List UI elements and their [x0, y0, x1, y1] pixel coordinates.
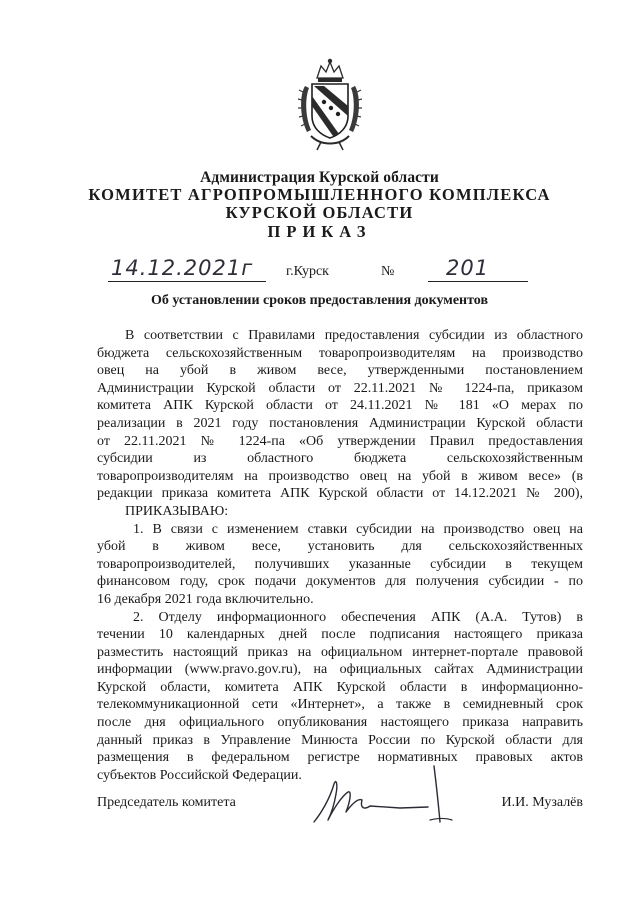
body-line: Администрации Курской области от 22.11.2021 № 1224-па, приказом: [97, 380, 583, 396]
body-line: финансовом году, срок подачи документов для получения субсидии - по: [97, 574, 583, 590]
order-heading: ПРИКАЗ: [267, 222, 372, 241]
body-line: 16 декабря 2021 года включительно.: [97, 591, 314, 607]
committee-heading: КОМИТЕТ АГРОПРОМЫШЛЕННОГО КОМПЛЕКСА: [88, 185, 551, 204]
signatory-name: И.И. Музалёв: [501, 795, 583, 810]
body-line: 2. Отделу информационного обеспечения АПК (А.А. Тутов) в: [133, 609, 583, 625]
body-line: товаропроизводителей, получивших указанные субсидии в текущем: [97, 556, 583, 572]
body-line: данный приказ в Управление Минюста России по Курской области для: [97, 732, 583, 748]
body-line: информации (www.pravo.gov.ru), на официальных сайтах Администрации: [97, 662, 583, 678]
order-number: 201: [446, 256, 490, 280]
body-line: товаропроизводителям на производство овец на убой в живом весе» (в: [97, 468, 583, 484]
order-title: Об установлении сроков предоставления документов: [150, 293, 489, 308]
body-line: размещения в федеральном регистре нормативных правовых актов: [97, 750, 583, 766]
administration-heading: Администрация Курской области: [200, 169, 439, 186]
number-underline: [428, 281, 528, 282]
handwritten-signature: [300, 762, 480, 836]
body-line: субсидии из областного бюджета сельскохозяйственным: [97, 451, 583, 467]
date-underline: [108, 281, 266, 282]
order-body: [97, 327, 583, 784]
body-line: редакции приказа комитета АПК Курской области от 14.12.2021 № 200),: [97, 486, 583, 502]
order-city: г.Курск: [286, 264, 329, 279]
order-date: 14.12.2021г: [111, 256, 254, 280]
body-line: бюджета сельскохозяйственным товаропроизводителям на производство: [97, 345, 583, 361]
body-line: убой в живом весе, установить для сельскохозяйственных: [97, 539, 583, 555]
body-line: разместить настоящий приказ на официальном интернет-портале правовой: [97, 644, 583, 660]
body-line: телекоммуникационной сети «Интернет», а также в семидневный срок: [97, 697, 583, 713]
body-line: течении 10 календарных дней после подписания настоящего приказа: [97, 627, 583, 643]
region-heading: КУРСКОЙ ОБЛАСТИ: [225, 203, 414, 222]
body-line: комитета АПК Курской области от 24.11.2021 № 181 «О мерах по: [97, 398, 583, 414]
body-line: овец на убой в живом весе, утвержденными постановлением: [97, 363, 583, 379]
kursk-coat-of-arms-emblem: [297, 56, 363, 152]
body-line: субъектов Российской Федерации.: [97, 767, 302, 783]
body-line: ПРИКАЗЫВАЮ:: [125, 503, 229, 519]
body-line: В соответствии с Правилами предоставления субсидии из областного: [125, 328, 583, 343]
body-line: от 22.11.2021 № 1224-па «Об утверждении Правил предоставления: [97, 433, 583, 449]
body-line: Курской области, комитета АПК Курской области в информационно-: [97, 679, 583, 695]
order-number-label: №: [381, 264, 395, 279]
body-line: реализации в 2021 году постановления Администрации Курской области: [97, 415, 583, 431]
signatory-position: Председатель комитета: [97, 795, 236, 810]
body-line: 1. В связи с изменением ставки субсидии на производство овец на: [133, 521, 583, 537]
body-line: после дня официального опубликования настоящего приказа направить: [97, 715, 583, 731]
